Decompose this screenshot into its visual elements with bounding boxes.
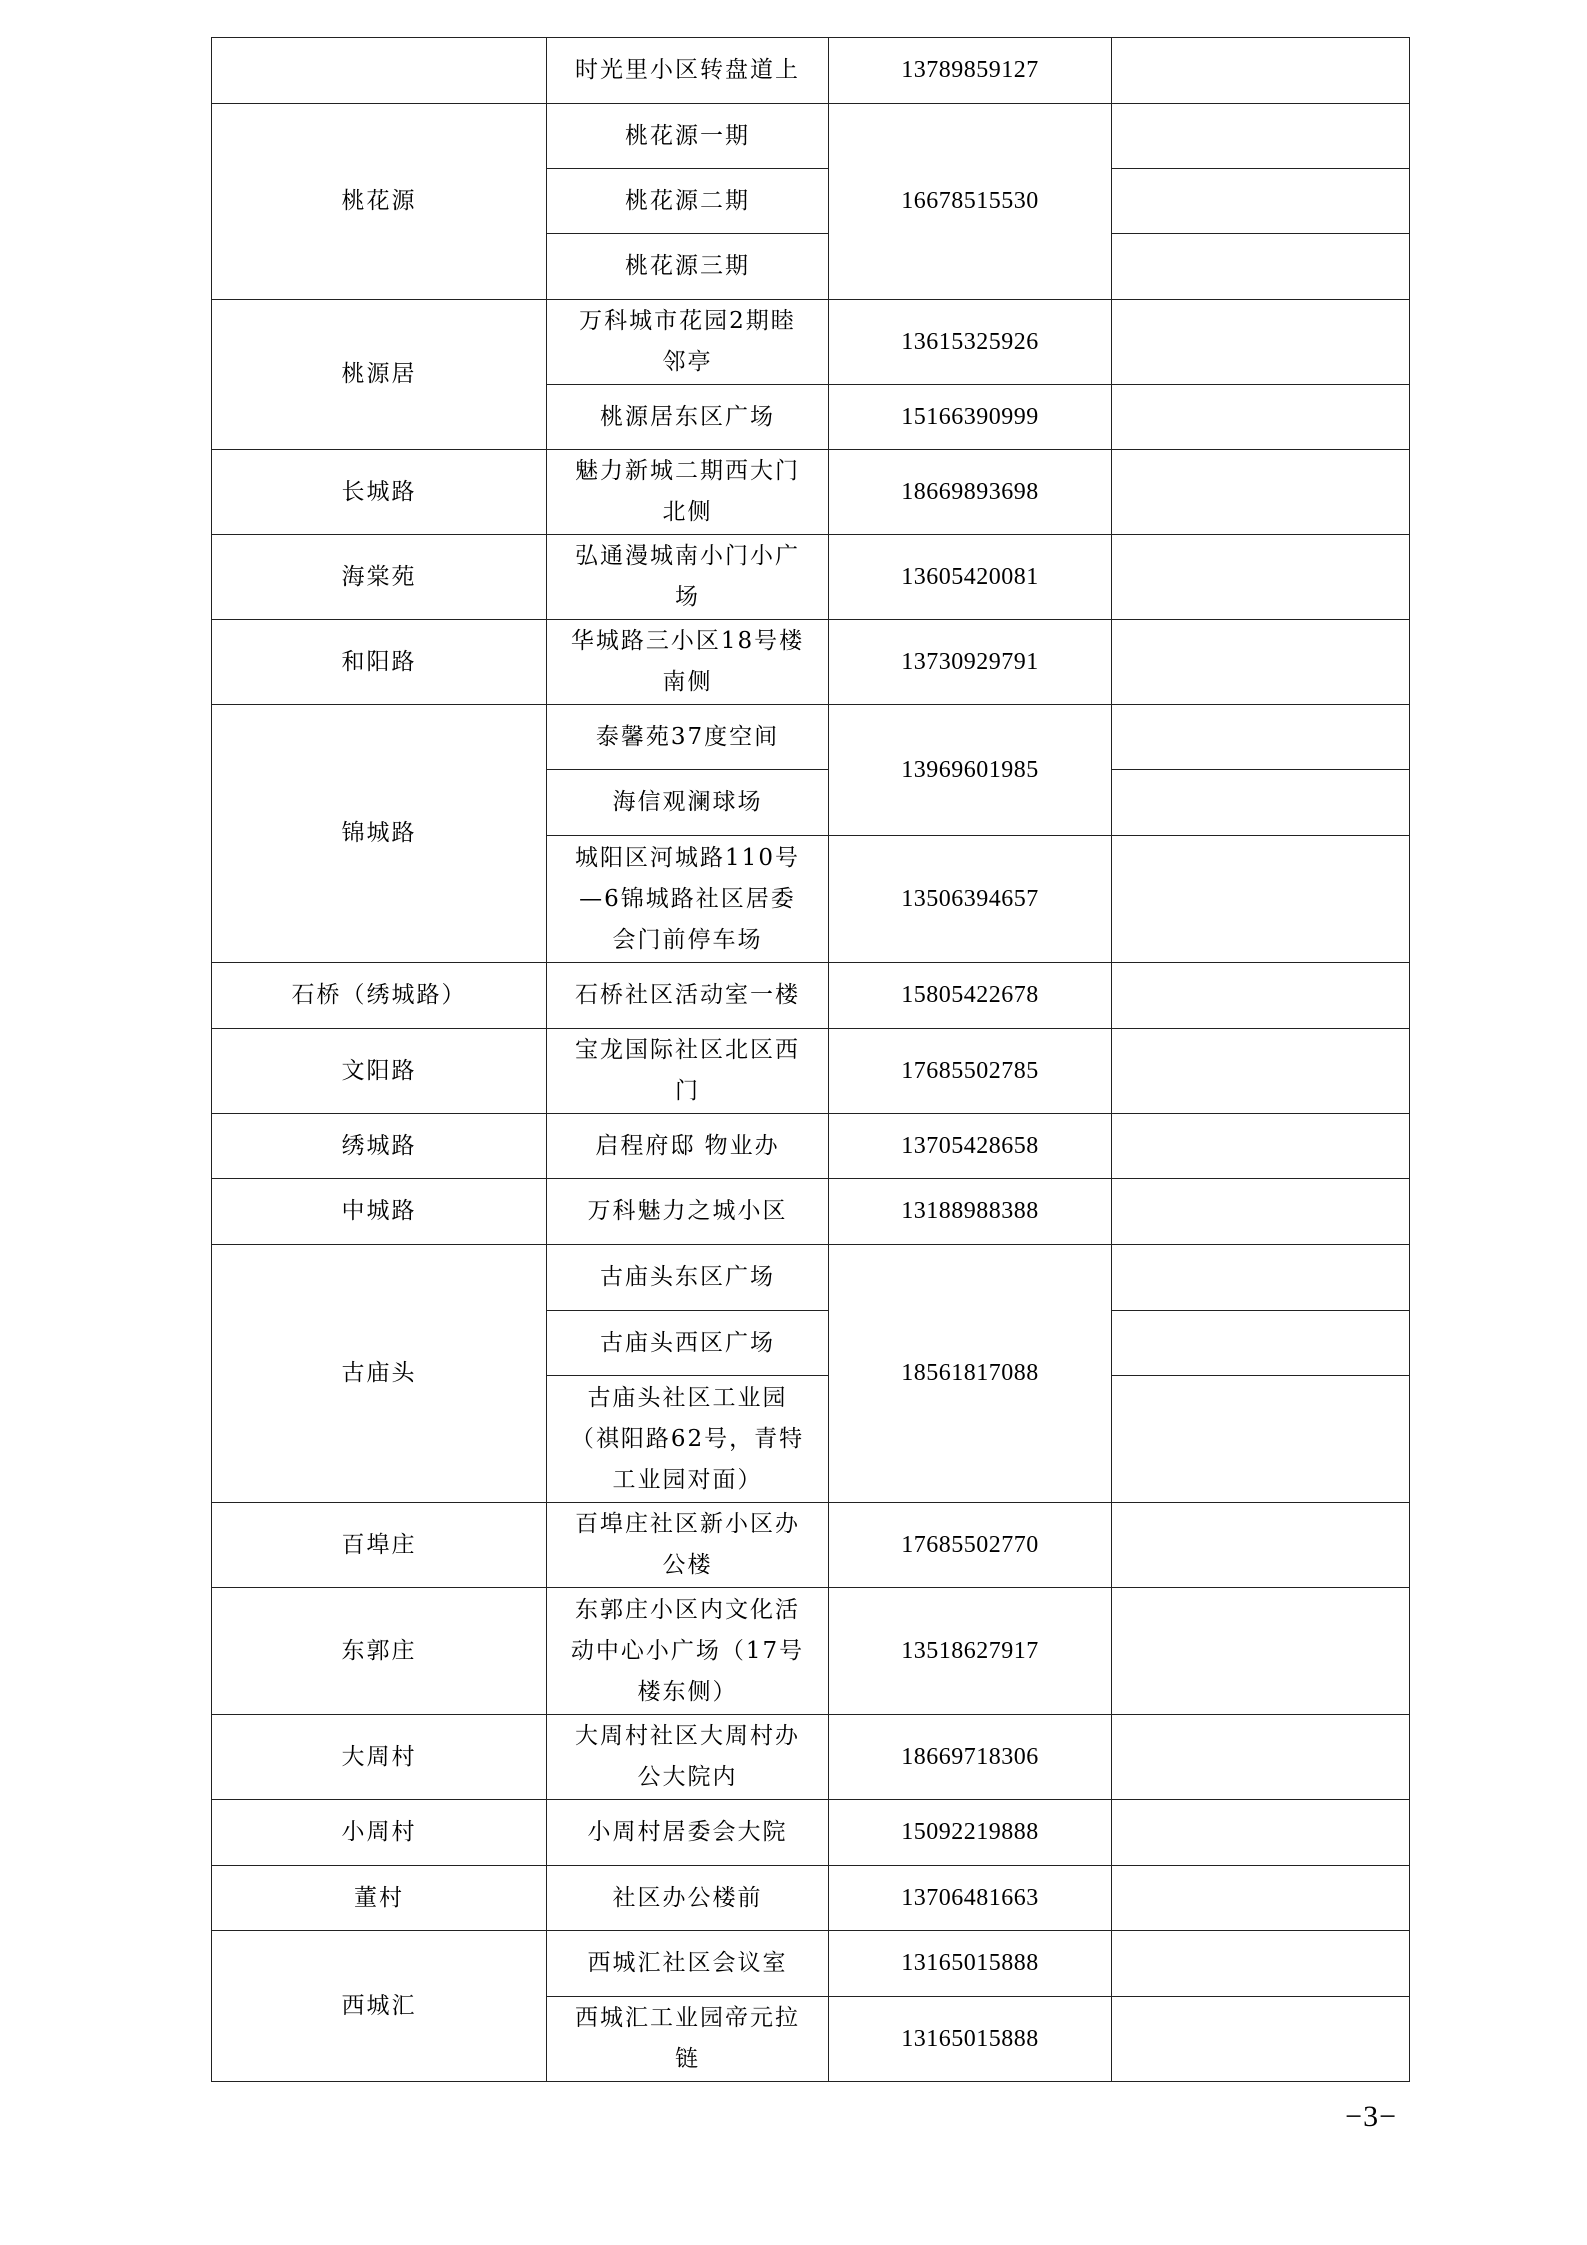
remark-cell <box>1112 1114 1410 1179</box>
place-cell: 桃源居东区广场 <box>547 385 829 450</box>
place-cell: 华城路三小区18号楼南侧 <box>547 620 829 705</box>
table-row <box>212 1800 1410 1866</box>
remark-cell <box>1112 38 1410 104</box>
table-row <box>212 1715 1410 1800</box>
place-cell: 城阳区河城路110号—6锦城路社区居委会门前停车场 <box>547 836 829 963</box>
phone-cell: 13165015888 <box>829 1997 1112 2082</box>
place-cell: 宝龙国际社区北区西门 <box>547 1029 829 1114</box>
phone-cell: 16678515530 <box>829 104 1112 300</box>
remark-cell <box>1112 535 1410 620</box>
place-cell: 桃花源一期 <box>547 104 829 169</box>
remark-cell <box>1112 385 1410 450</box>
community-cell: 绣城路 <box>212 1114 547 1179</box>
remark-cell <box>1112 1245 1410 1311</box>
place-cell: 万科魅力之城小区 <box>547 1179 829 1245</box>
remark-cell <box>1112 450 1410 535</box>
phone-cell: 13730929791 <box>829 620 1112 705</box>
phone-cell: 13615325926 <box>829 300 1112 385</box>
place-cell: 海信观澜球场 <box>547 770 829 836</box>
table-row <box>212 1114 1410 1179</box>
remark-cell <box>1112 1866 1410 1931</box>
table-row <box>212 1179 1410 1245</box>
remark-cell <box>1112 300 1410 385</box>
table-row <box>212 450 1410 535</box>
page-number: −3− <box>1345 2100 1397 2133</box>
remark-cell <box>1112 770 1410 836</box>
phone-cell: 15805422678 <box>829 963 1112 1029</box>
remark-cell <box>1112 169 1410 234</box>
phone-cell: 13789859127 <box>829 38 1112 104</box>
remark-cell <box>1112 1376 1410 1503</box>
table-row <box>212 104 1410 169</box>
remark-cell <box>1112 963 1410 1029</box>
table-row <box>212 38 1410 104</box>
remark-cell <box>1112 620 1410 705</box>
remark-cell <box>1112 1800 1410 1866</box>
community-cell: 和阳路 <box>212 620 547 705</box>
phone-cell: 13518627917 <box>829 1588 1112 1715</box>
place-cell: 西城汇社区会议室 <box>547 1931 829 1997</box>
place-cell: 桃花源三期 <box>547 234 829 300</box>
place-cell: 弘通漫城南小门小广场 <box>547 535 829 620</box>
remark-cell <box>1112 1997 1410 2082</box>
table-row <box>212 1029 1410 1114</box>
remark-cell <box>1112 1179 1410 1245</box>
community-cell: 古庙头 <box>212 1245 547 1503</box>
place-cell: 古庙头西区广场 <box>547 1311 829 1376</box>
table-row <box>212 535 1410 620</box>
community-cell: 东郭庄 <box>212 1588 547 1715</box>
place-cell: 魅力新城二期西大门北侧 <box>547 450 829 535</box>
community-cell: 桃花源 <box>212 104 547 300</box>
remark-cell <box>1112 1311 1410 1376</box>
place-cell: 桃花源二期 <box>547 169 829 234</box>
phone-cell: 13706481663 <box>829 1866 1112 1931</box>
community-cell: 中城路 <box>212 1179 547 1245</box>
remark-cell <box>1112 234 1410 300</box>
remark-cell <box>1112 1931 1410 1997</box>
service-points-table <box>211 37 1410 2082</box>
community-cell: 董村 <box>212 1866 547 1931</box>
place-cell: 古庙头东区广场 <box>547 1245 829 1311</box>
phone-cell: 17685502785 <box>829 1029 1112 1114</box>
phone-cell: 13165015888 <box>829 1931 1112 1997</box>
place-cell: 石桥社区活动室一楼 <box>547 963 829 1029</box>
place-cell: 泰馨苑37度空间 <box>547 705 829 770</box>
community-cell: 长城路 <box>212 450 547 535</box>
remark-cell <box>1112 1503 1410 1588</box>
remark-cell <box>1112 104 1410 169</box>
place-cell: 小周村居委会大院 <box>547 1800 829 1866</box>
remark-cell <box>1112 836 1410 963</box>
place-cell: 东郭庄小区内文化活动中心小广场（17号楼东侧） <box>547 1588 829 1715</box>
phone-cell: 13969601985 <box>829 705 1112 836</box>
phone-cell: 15092219888 <box>829 1800 1112 1866</box>
phone-cell: 13188988388 <box>829 1179 1112 1245</box>
phone-cell: 17685502770 <box>829 1503 1112 1588</box>
community-cell: 桃源居 <box>212 300 547 450</box>
community-cell: 西城汇 <box>212 1931 547 2082</box>
place-cell: 大周村社区大周村办公大院内 <box>547 1715 829 1800</box>
table-row <box>212 1503 1410 1588</box>
phone-cell: 13506394657 <box>829 836 1112 963</box>
phone-cell: 13605420081 <box>829 535 1112 620</box>
remark-cell <box>1112 705 1410 770</box>
community-cell: 百埠庄 <box>212 1503 547 1588</box>
table-row <box>212 1866 1410 1931</box>
phone-cell: 15166390999 <box>829 385 1112 450</box>
phone-cell: 18561817088 <box>829 1245 1112 1503</box>
phone-cell: 18669893698 <box>829 450 1112 535</box>
phone-cell: 13705428658 <box>829 1114 1112 1179</box>
table-row <box>212 705 1410 770</box>
community-cell: 大周村 <box>212 1715 547 1800</box>
remark-cell <box>1112 1588 1410 1715</box>
table-row <box>212 1588 1410 1715</box>
table-row <box>212 963 1410 1029</box>
remark-cell <box>1112 1715 1410 1800</box>
place-cell: 启程府邸 物业办 <box>547 1114 829 1179</box>
place-cell: 百埠庄社区新小区办公楼 <box>547 1503 829 1588</box>
table-row <box>212 1245 1410 1311</box>
remark-cell <box>1112 1029 1410 1114</box>
table-row <box>212 300 1410 385</box>
community-cell: 小周村 <box>212 1800 547 1866</box>
phone-cell: 18669718306 <box>829 1715 1112 1800</box>
community-cell: 文阳路 <box>212 1029 547 1114</box>
community-cell: 海棠苑 <box>212 535 547 620</box>
place-cell: 社区办公楼前 <box>547 1866 829 1931</box>
table-row <box>212 620 1410 705</box>
place-cell: 西城汇工业园帝元拉链 <box>547 1997 829 2082</box>
community-cell <box>212 38 547 104</box>
place-cell: 时光里小区转盘道上 <box>547 38 829 104</box>
community-cell: 石桥（绣城路） <box>212 963 547 1029</box>
place-cell: 古庙头社区工业园（祺阳路62号，青特工业园对面） <box>547 1376 829 1503</box>
place-cell: 万科城市花园2期睦邻亭 <box>547 300 829 385</box>
table-row <box>212 1931 1410 1997</box>
community-cell: 锦城路 <box>212 705 547 963</box>
